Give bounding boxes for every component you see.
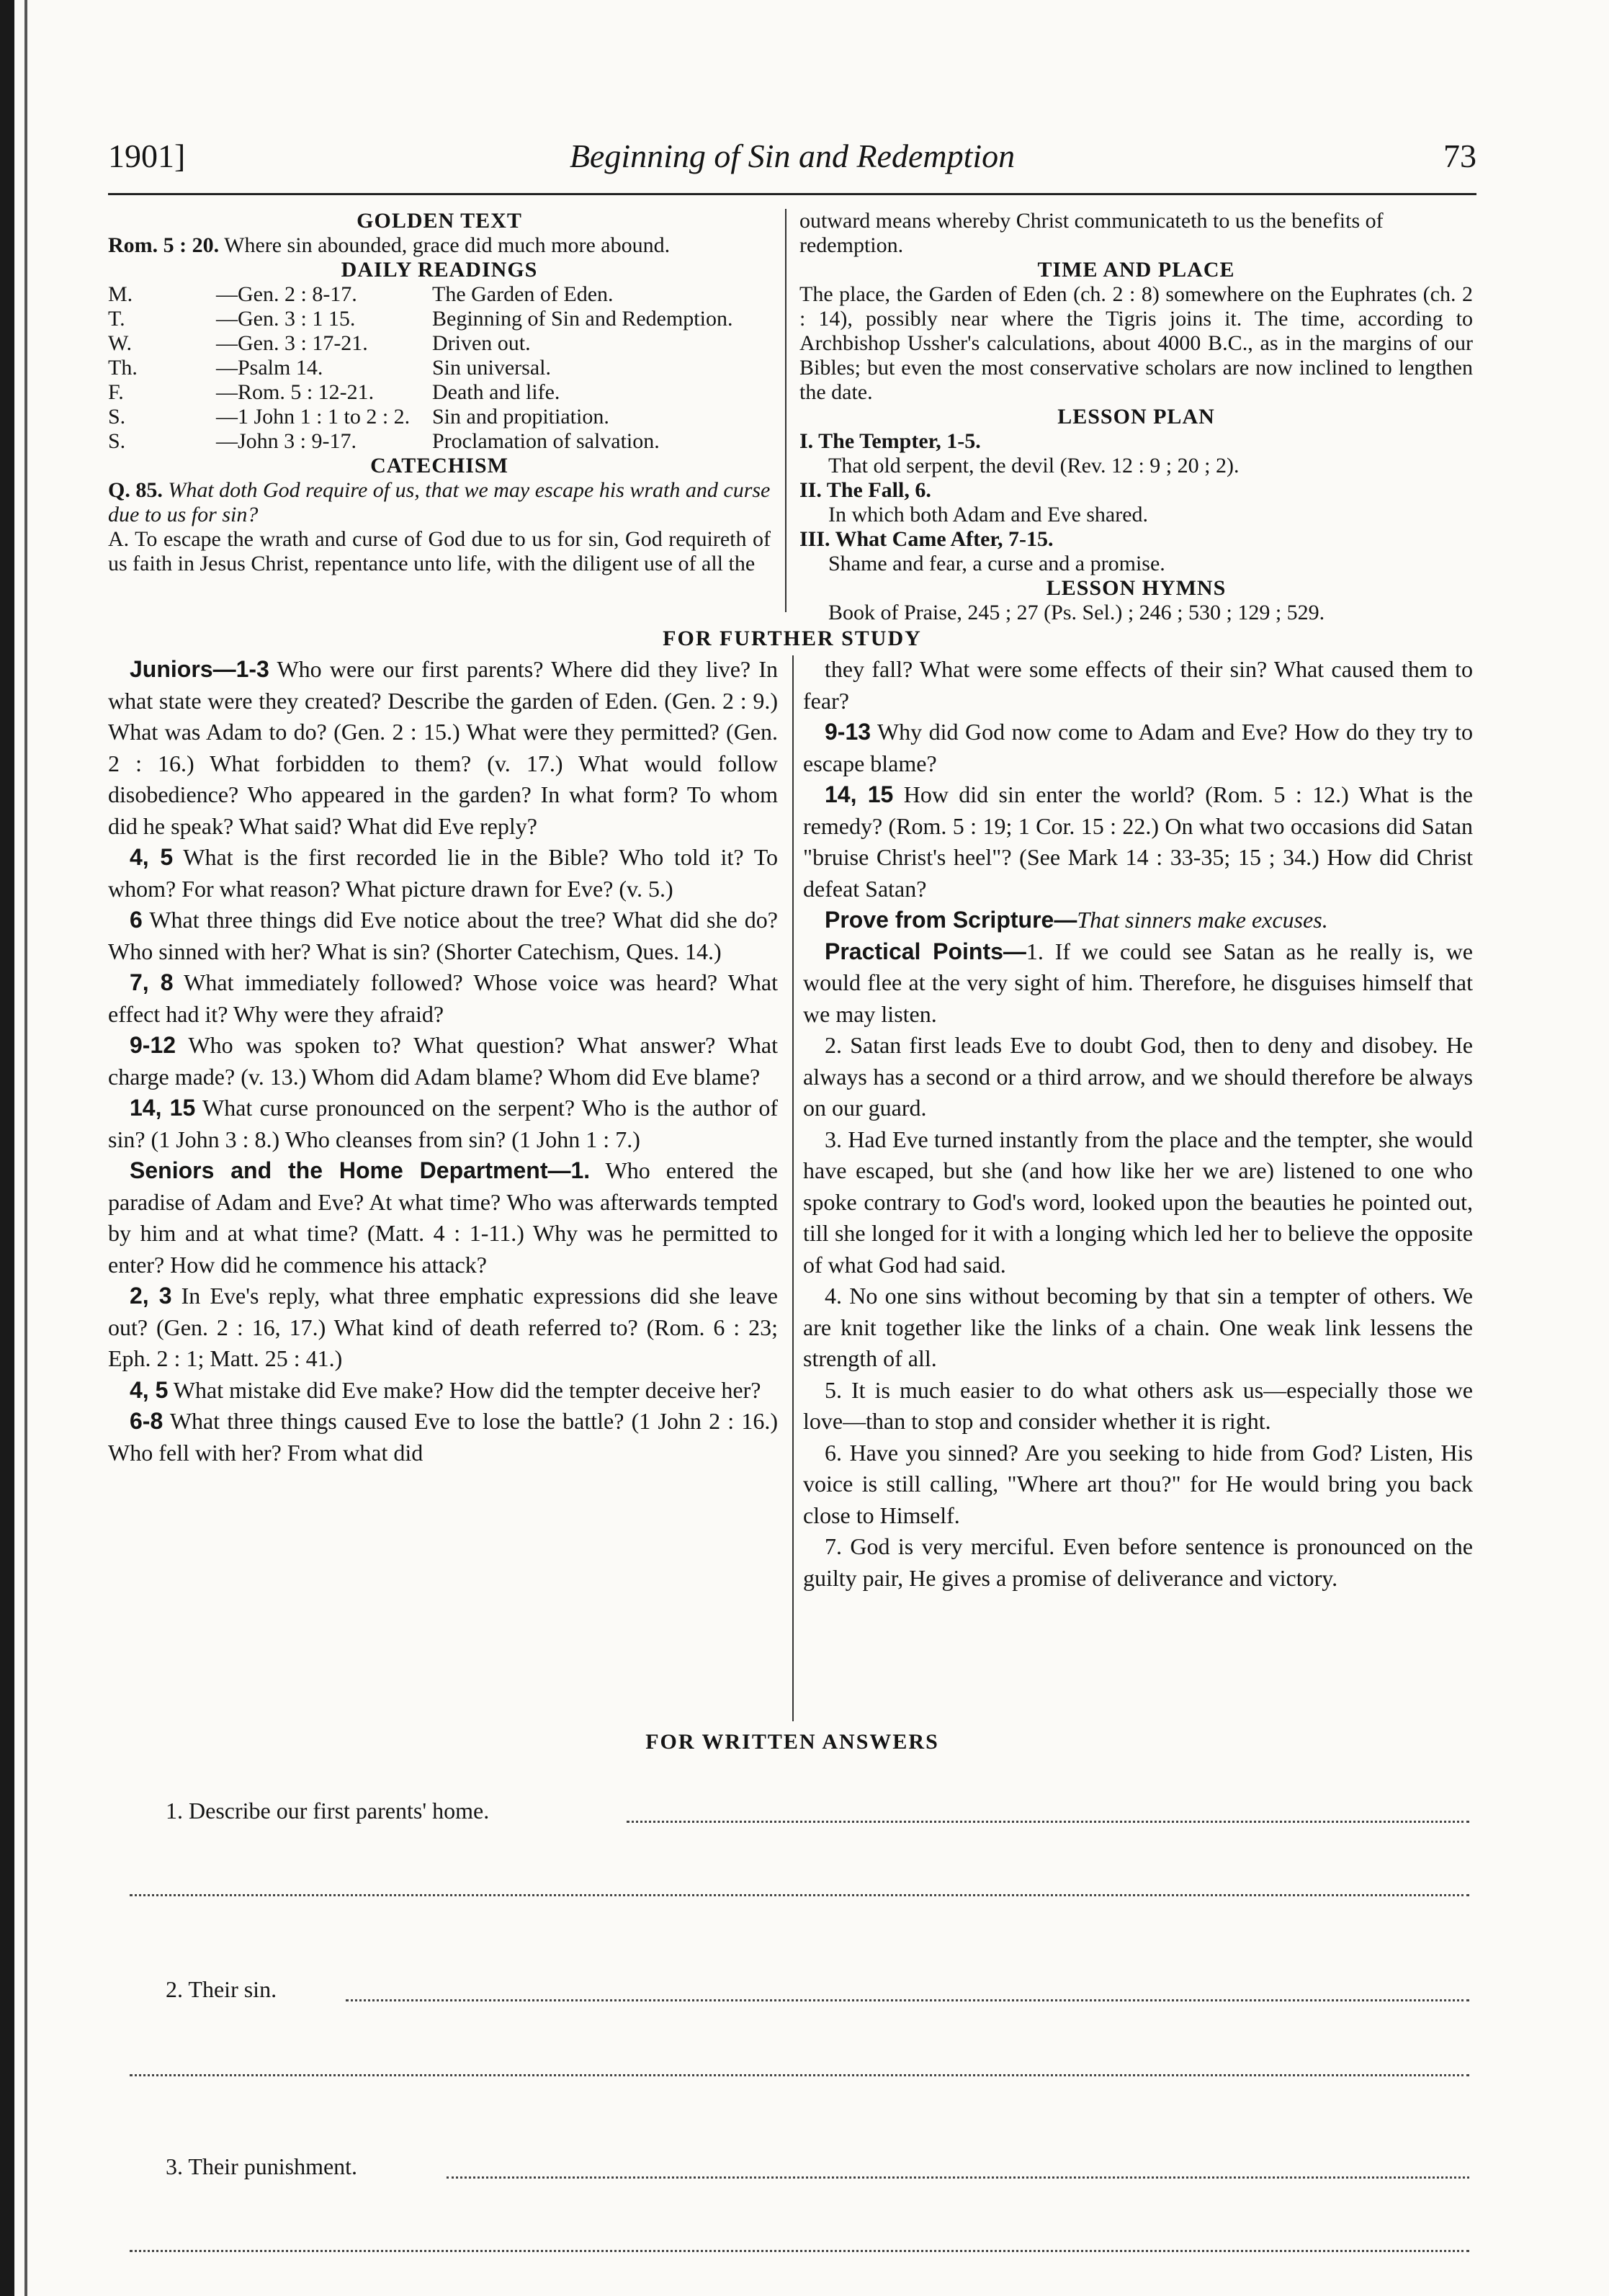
study-lead: 9-12 (130, 1032, 176, 1058)
study-text: What curse pronounced on the serpent? Who is the author of sin? (1 John 3 : 8.) Who cleanses from sin? (1 John 1 : 7.) (108, 1095, 778, 1152)
study-lead: 4, 5 (130, 1376, 169, 1403)
reading-row (108, 307, 771, 331)
answer-line-3b[interactable] (130, 2250, 1469, 2252)
header-title: Beginning of Sin and Redemption (569, 138, 1016, 174)
study-paragraph (803, 779, 1473, 905)
reading-title: Sin universal. (432, 356, 551, 380)
study-paragraph (803, 717, 1473, 779)
study-lead: 6-8 (130, 1408, 163, 1434)
reading-title: Driven out. (432, 331, 531, 355)
written-question-3: 3. Their punishment. (166, 2153, 358, 2179)
reading-ref: —1 John 1 : 1 to 2 : 2. (216, 405, 411, 429)
reading-day: W. (108, 331, 133, 355)
reading-ref: —Psalm 14. (216, 356, 323, 380)
reading-ref: —Rom. 5 : 12-21. (216, 380, 375, 404)
reading-day: F. (108, 380, 124, 404)
catechism-answer: A. To escape the wrath and curse of God due to us for sin, God requireth of us faith in Jesus Christ, repentance unto life, with the diligent use of all the (108, 527, 771, 575)
binding-shadow (24, 0, 27, 2296)
reading-day: S. (108, 429, 126, 453)
binding-edge (0, 0, 14, 2296)
study-lead: 14, 15 (825, 781, 894, 807)
study-paragraph (803, 1438, 1473, 1532)
study-text: Who were our first parents? Where did they live? In what state were they created? Describe the garden of Eden. (Gen. 2 : 9.) What was Adam to do? (Gen. 2 : 15.) What were they permitted? (Gen. 2 : 16.) What forbidden to them? (v. 17.) What would follow disobedience? Who appeared in the garden? In what form? To whom did he speak? What said? What did Eve reply? (108, 656, 778, 839)
reading-title: Sin and propitiation. (432, 405, 609, 429)
study-paragraph (108, 905, 778, 967)
written-answers-heading: FOR WRITTEN ANSWERS (645, 1730, 939, 1754)
daily-readings-heading: DAILY READINGS (341, 258, 538, 282)
reading-ref: —Gen. 2 : 8-17. (216, 282, 357, 306)
study-paragraph (108, 1375, 778, 1407)
lesson-plan-heading: LESSON PLAN (1057, 405, 1215, 429)
study-paragraph (108, 1093, 778, 1155)
study-paragraph (803, 1531, 1473, 1594)
study-text: 4. No one sins without becoming by that sin a tempter of others. We are knit together like the links of a chain. One weak link lessens the strength of all. (803, 1283, 1473, 1371)
study-lead: 14, 15 (130, 1095, 196, 1121)
time-place-text: The place, the Garden of Eden (ch. 2 : 8) somewhere on the Euphrates (ch. 2 : 14), possibly near where the Tigris joins it. The time, according to Archbishop Ussher's calculations, about 4000 B.C., as in the margins of our Bibles; but even the most conservative scholars are now inclined to lengthen the date. (799, 282, 1473, 404)
reading-title: Death and life. (432, 380, 560, 404)
top-left-column (108, 209, 771, 576)
answer-line-1a[interactable] (627, 1821, 1469, 1823)
answer-line-2b[interactable] (130, 2074, 1469, 2076)
study-text: Who entered the paradise of Adam and Eve? At what time? Who was afterwards tempted by him and at what time? (Matt. 4 : 1-11.) Why was he permitted to enter? How did he commence his attack? (108, 1157, 778, 1278)
catechism-question (108, 478, 771, 527)
reading-title: Beginning of Sin and Redemption. (432, 307, 733, 331)
reading-ref: —Gen. 3 : 1 15. (216, 307, 356, 331)
study-lead: 7, 8 (130, 969, 174, 995)
top-right-column (799, 209, 1473, 625)
study-paragraph (803, 1375, 1473, 1438)
written-question-2: 2. Their sin. (166, 1976, 277, 2002)
header-year: 1901] (108, 138, 186, 174)
study-paragraph (108, 842, 778, 905)
study-paragraph (803, 936, 1473, 1031)
golden-text (108, 233, 771, 258)
study-paragraph (108, 1030, 778, 1093)
study-text: 1. If we could see Satan as he really is, we would flee at the very sight of him. Therefore, he disguises himself that we may listen. (803, 938, 1474, 1027)
daily-readings-list (108, 282, 771, 454)
plan-text-1: That old serpent, the devil (Rev. 12 : 9 ; 20 ; 2). (828, 454, 1240, 477)
study-paragraph (108, 1155, 778, 1281)
plan-head-1: I. The Tempter, 1-5. (799, 429, 981, 453)
time-place-heading: TIME AND PLACE (1037, 258, 1235, 282)
golden-text-heading: GOLDEN TEXT (357, 209, 522, 233)
catechism-question-text: What doth God require of us, that we may escape his wrath and curse due to us for sin? (108, 478, 771, 526)
plan-text-3: Shame and fear, a curse and a promise. (828, 552, 1165, 575)
study-text: What three things did Eve notice about the tree? What did she do? Who sinned with her? What is sin? (Shorter Catechism, Ques. 14.) (108, 907, 778, 964)
header-rule (108, 193, 1476, 195)
study-lead: 6 (130, 907, 143, 933)
study-paragraph (108, 967, 778, 1030)
study-paragraph (108, 654, 778, 842)
page-number: 73 (1443, 138, 1476, 174)
reading-ref: —John 3 : 9-17. (216, 429, 357, 453)
right-top-continuation: outward means whereby Christ communicateth to us the benefits of redemption. (799, 209, 1384, 257)
answer-line-2a[interactable] (346, 1999, 1469, 2001)
study-text: What three things caused Eve to lose the battle? (1 John 2 : 16.) Who fell with her? From what did (108, 1408, 778, 1466)
study-paragraph (803, 1124, 1473, 1281)
reading-day: T. (108, 307, 125, 331)
written-question-1: 1. Describe our first parents' home. (166, 1798, 490, 1824)
further-study-left (108, 654, 778, 1468)
reading-title: Proclamation of salvation. (432, 429, 660, 453)
study-lead: Prove from Scripture— (825, 907, 1077, 933)
study-paragraph (108, 1406, 778, 1468)
study-text: 6. Have you sinned? Are you seeking to hide from God? Listen, His voice is still calling, "Where art thou?" for He would bring you back close to Himself. (803, 1439, 1473, 1528)
reading-row (108, 405, 771, 429)
golden-text-body: Where sin abounded, grace did much more abound. (224, 233, 671, 257)
top-column-divider (785, 209, 786, 612)
reading-day: M. (108, 282, 133, 306)
catechism-qnum: Q. 85. (108, 478, 163, 502)
study-text: Why did God now come to Adam and Eve? How do they try to escape blame? (803, 719, 1473, 776)
lesson-hymns-heading: LESSON HYMNS (1046, 576, 1227, 600)
answer-line-3a[interactable] (447, 2176, 1469, 2179)
study-paragraph (803, 1281, 1473, 1375)
plan-text-2: In which both Adam and Eve shared. (828, 503, 1149, 526)
study-lead: 2, 3 (130, 1283, 172, 1309)
study-lead: 9-13 (825, 719, 871, 745)
lesson-hymns: Book of Praise, 245 ; 27 (Ps. Sel.) ; 246 ; 530 ; 129 ; 529. (828, 601, 1325, 624)
catechism-heading: CATECHISM (370, 454, 508, 477)
further-study-heading: FOR FURTHER STUDY (663, 627, 922, 650)
study-lead: Practical Points— (825, 938, 1026, 964)
reading-day: S. (108, 405, 126, 429)
study-lead: Juniors—1-3 (130, 656, 269, 682)
reading-row (108, 429, 771, 454)
golden-text-ref: Rom. 5 : 20. (108, 233, 220, 257)
study-text: 2. Satan first leads Eve to doubt God, then to deny and disobey. He always has a second or a third arrow, and we should therefore be always on our guard. (803, 1032, 1473, 1121)
study-paragraph (803, 1030, 1473, 1124)
study-text: 5. It is much easier to do what others ask us—especially those we love—than to stop and consider whether it is right. (803, 1376, 1473, 1434)
lesson-plan (799, 429, 1473, 576)
further-study-right (803, 654, 1473, 1594)
reading-title: The Garden of Eden. (432, 282, 614, 306)
study-text: 3. Had Eve turned instantly from the place and the tempter, she would have escaped, but she (and how like her we are) listened to one who spoke contrary to God's word, looked upon the beauties he pointed out, till she longed for it with a longing which led her to believe the opposite of what God had said. (803, 1126, 1473, 1278)
study-lead: Seniors and the Home Department—1. (130, 1157, 591, 1183)
reading-row (108, 356, 771, 380)
study-text: In Eve's reply, what three emphatic expressions did she leave out? (Gen. 2 : 16, 17.) What kind of death referred to? (Rom. 6 : 23; Eph. 2 : 1; Matt. 25 : 41.) (108, 1283, 779, 1371)
reading-ref: —Gen. 3 : 17-21. (216, 331, 368, 355)
study-text: What mistake did Eve make? How did the tempter deceive her? (168, 1376, 761, 1403)
study-text: What is the first recorded lie in the Bible? Who told it? To whom? For what reason? What picture drawn for Eve? (v. 5.) (108, 844, 779, 902)
plan-head-2: II. The Fall, 6. (799, 478, 931, 502)
reading-row (108, 380, 771, 405)
reading-row (108, 331, 771, 356)
answer-line-1b[interactable] (130, 1894, 1469, 1896)
study-paragraph (108, 1281, 778, 1375)
study-lead: 4, 5 (130, 844, 174, 870)
study-text: That sinners make excuses. (1077, 907, 1328, 933)
study-column-divider (792, 655, 794, 1721)
reading-row (108, 282, 771, 307)
study-paragraph (803, 905, 1473, 936)
study-text: they fall? What were some effects of their sin? What caused them to fear? (803, 656, 1473, 714)
reading-day: Th. (108, 356, 138, 380)
study-text: Who was spoken to? What question? What answer? What charge made? (v. 13.) Whom did Adam blame? Whom did Eve blame? (108, 1032, 778, 1090)
plan-head-3: III. What Came After, 7-15. (799, 527, 1054, 551)
study-text: 7. God is very merciful. Even before sentence is pronounced on the guilty pair, He gives a promise of deliverance and victory. (803, 1533, 1473, 1591)
running-header (108, 137, 1476, 194)
study-text: How did sin enter the world? (Rom. 5 : 12.) What is the remedy? (Rom. 5 : 19; 1 Cor. 15 : 22.) On what two occasions did Satan "bruise Christ's heel"? (See Mark 14 : 33-35; 15 ; 34.) How did Christ defeat Satan? (803, 781, 1474, 902)
study-text: What immediately followed? Whose voice was heard? What effect had it? Why were they afraid? (108, 969, 779, 1027)
study-paragraph (803, 654, 1473, 717)
